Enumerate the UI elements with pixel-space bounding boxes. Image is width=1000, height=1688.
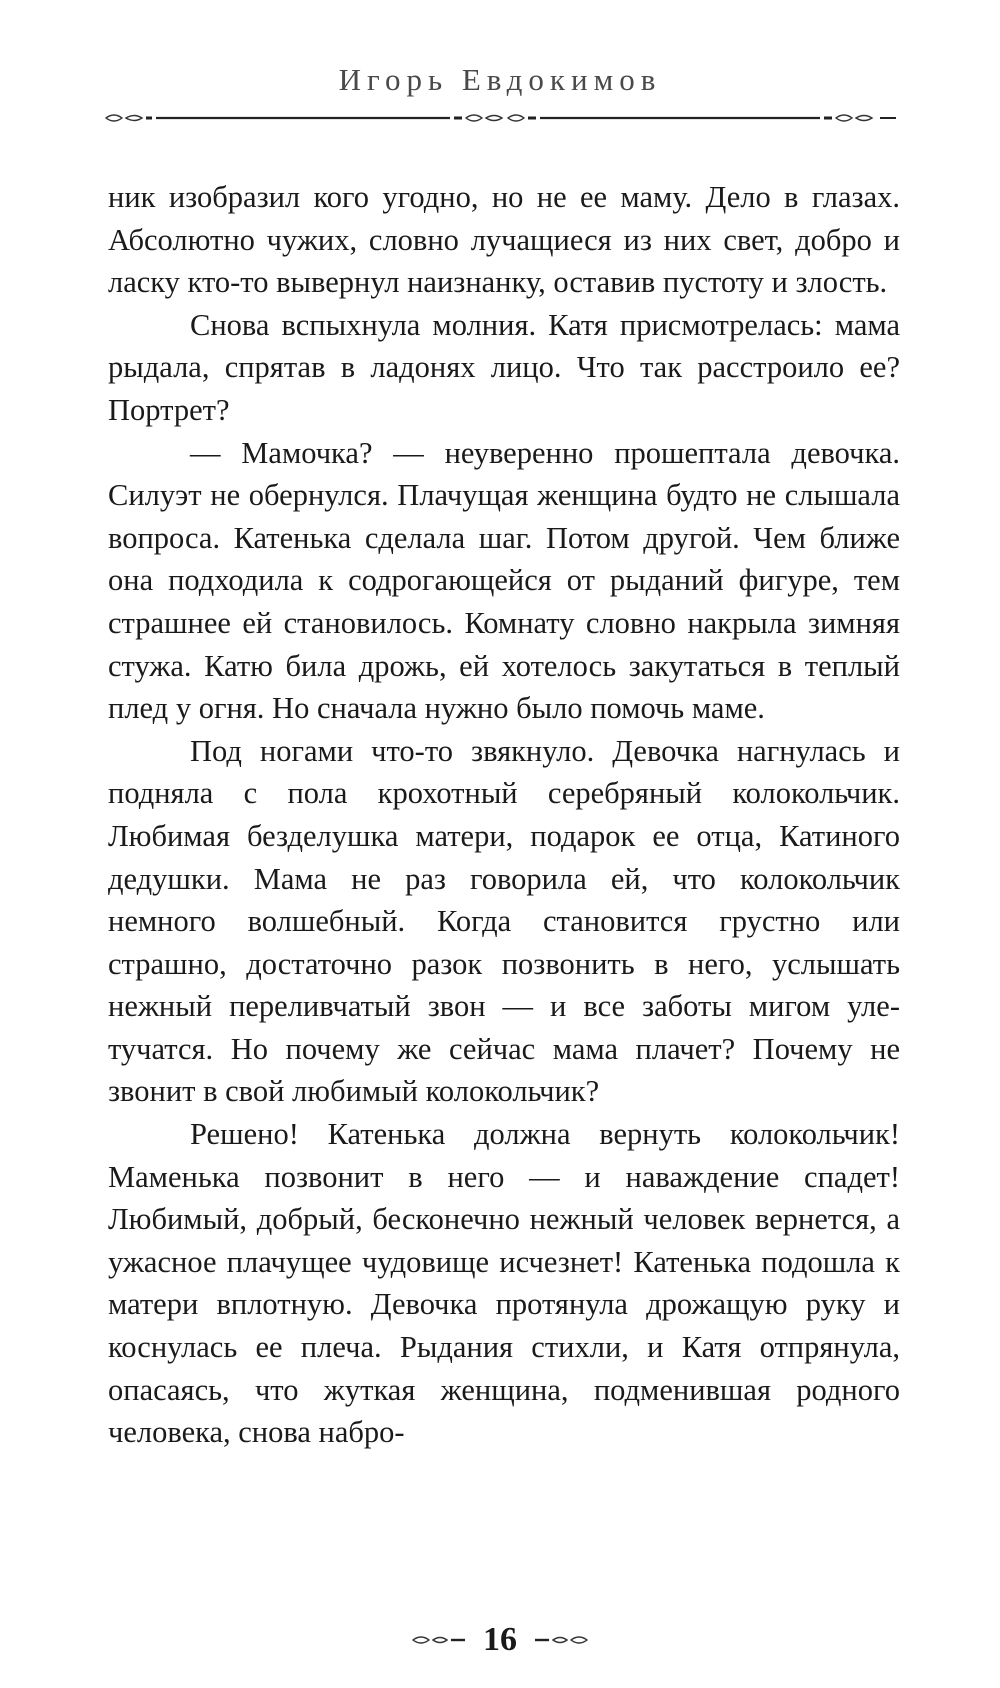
paragraph-4: Под ногами что-то звякнуло. Девочка нагнулась и подняла с пола крохотный серебряный колокольчик. Любимая безделушка матери, подарок ее отца, Катиного дедушки. Мама не раз говорила ей, что колокольчик немного волшебный. Когда становится грустно или страшно, достаточно разок позвонить в него, услышать нежный переливчатый звон — и все заботы мигом улетучатся. Но почему же сейчас мама плачет? Почему не звонит в свой любимый колокольчик? [108, 733, 900, 1109]
header-ornament-rule [100, 110, 900, 126]
paragraph-1: ник изобразил кого угодно, но не ее маму. Дело в глазах. Абсолютно чужих, словно лучащиеся из них свет, добро и ласку кто-то вывернул наизнанку, оставив пустоту и злость. [108, 180, 900, 300]
page-number: 16 [483, 1621, 517, 1658]
main-text [108, 176, 900, 1454]
running-head-author: Игорь Евдокимов [338, 62, 662, 97]
paragraph-3: — Мамочка? — неуверенно прошептала девочка. Силуэт не обернулся. Плачущая женщина будто не слышала вопроса. Катенька сделала шаг. Потом другой. Чем ближе она подходила к содрогающейся от рыданий фигуре, тем страшнее ей становилось. Комнату словно накрыла зимняя стужа. Катю била дрожь, ей хотелось закутаться в теплый плед у огня. Но сначала нужно было помочь маме. [108, 435, 900, 726]
paragraph-2: Снова вспыхнула молния. Катя присмотрелась: мама рыдала, спрятав в ладонях лицо. Что так расстроило ее? Портрет? [108, 307, 900, 427]
page-footer [0, 1620, 1000, 1660]
folio-ornament-left-icon [409, 1632, 467, 1648]
paragraph-5: Решено! Катенька должна вернуть колокольчик! Маменька позвонит в него — и наваждение спадет! Любимый, добрый, бесконечно нежный человек вернется, а ужасное плачущее чудовище исчезнет! Катенька подошла к матери вплотную. Девочка протянула дрожащую руку и коснулась ее плеча. Рыдания стихли, и Катя отпрянула, опасаясь, что жуткая женщина, подменившая родного человека, снова набро- [108, 1117, 900, 1450]
folio-ornament-right-icon [533, 1632, 591, 1648]
